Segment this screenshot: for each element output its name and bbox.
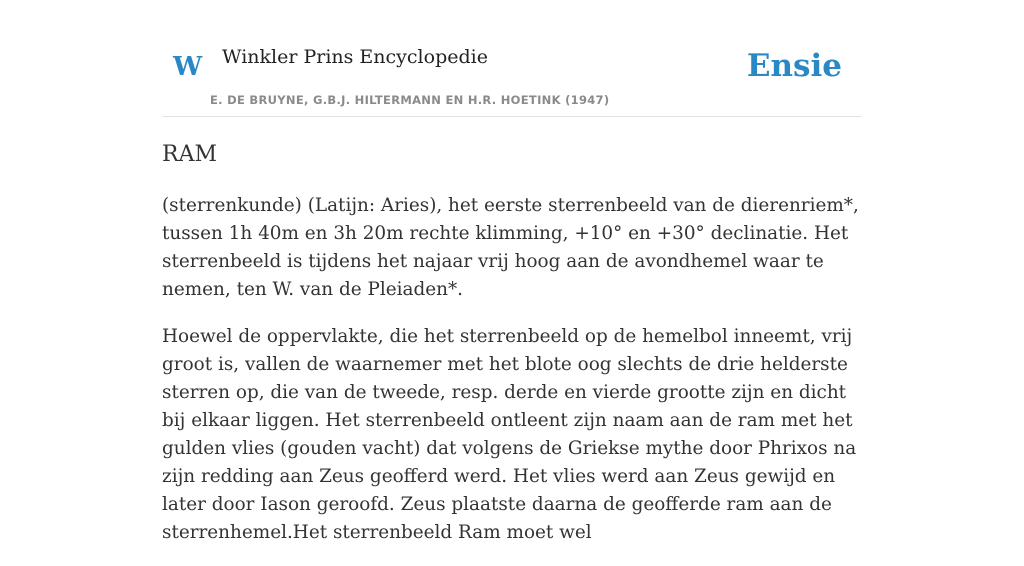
article-paragraph: (sterrenkunde) (Latijn: Aries), het eerste sterrenbeeld van de dierenriem*, tussen 1h 40m en 3h 20m rechte klimming, +10° en +30° declinatie. Het sterrenbeeld is tijdens het najaar vrij hoog aan de avondhemel waar te nemen, ten W. van de Pleiaden*. [162, 195, 859, 300]
source-title[interactable]: Winkler Prins Encyclopedie [222, 46, 488, 68]
article-paragraph: Hoewel de oppervlakte, die het sterrenbeeld op de hemelbol inneemt, vrij groot is, vallen de waarnemer met het blote oog slechts de drie helderste sterren op, die van de tweede, resp. derde en vierde grootte zijn en dicht bij elkaar liggen. Het sterrenbeeld ontleent zijn naam aan de ram met het gulden vlies (gouden vacht) dat volgens de Griekse mythe door Phrixos na zijn redding aan Zeus geofferd werd. Het vlies werd aan Zeus gewijd en later door Iason geroofd. Zeus plaatste daarna de geofferde ram aan de sterrenhemel.Het sterrenbeeld Ram moet wel [162, 326, 857, 543]
source-authors: E. DE BRUYNE, G.B.J. HILTERMANN EN H.R. HOETINK (1947) [210, 93, 610, 107]
source-header [162, 38, 862, 117]
ensie-logo[interactable]: Ensie [746, 48, 842, 84]
winkler-prins-logo[interactable]: W [173, 52, 203, 82]
article [162, 139, 862, 566]
article-title: RAM [162, 142, 217, 167]
